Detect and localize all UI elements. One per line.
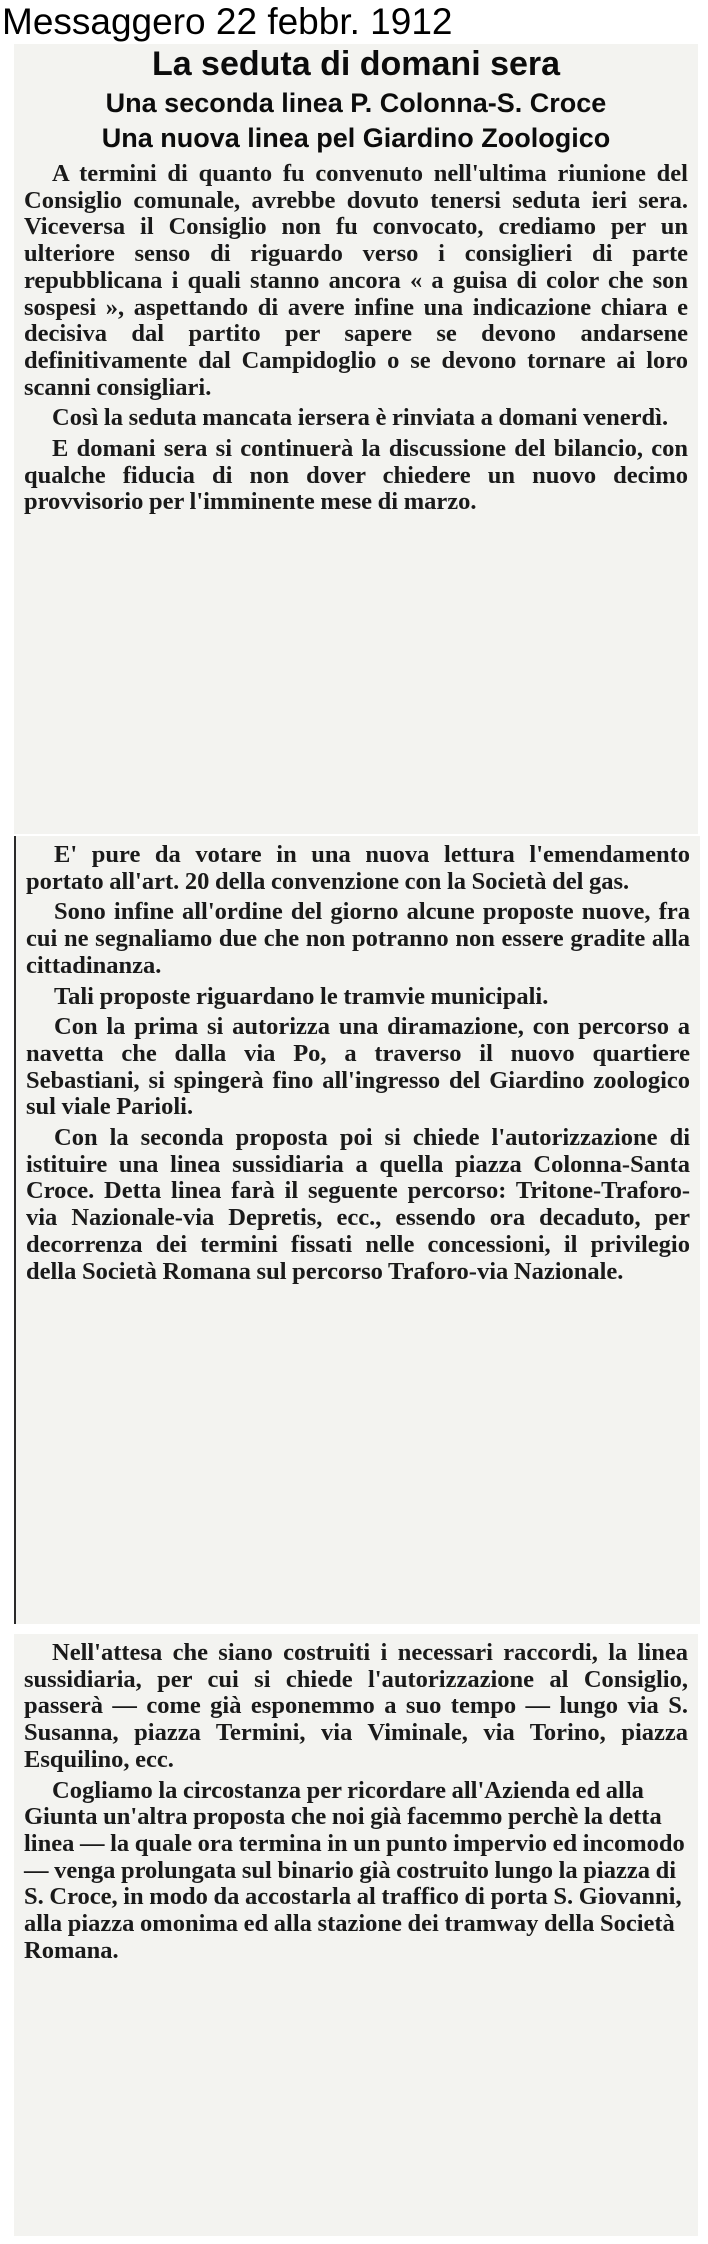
article-paragraph: E domani sera si continuerà la discussione del bilancio, con qualche fiducia di non dover chiedere un nuovo decimo provvisorio per l'imminente mese di marzo. bbox=[24, 435, 688, 516]
source-caption: Messaggero 22 febbr. 1912 bbox=[2, 1, 453, 42]
headline-subtitle-2: Una nuova linea pel Giardino Zoologico bbox=[101, 122, 611, 153]
article-paragraph: Così la seduta mancata iersera è rinviata a domani venerdì. bbox=[52, 404, 669, 432]
article-paragraph: E' pure da votare in una nuova lettura l'emendamento portato all'art. 20 della convenzione con la Società del gas. bbox=[26, 841, 690, 895]
article-paragraph: Cogliamo la circostanza per ricordare all'Azienda ed alla Giunta un'altra proposta che noi già facemmo perchè la detta linea — la quale ora termina in un punto impervio ed incomodo — venga prolungata sul binario già costruito lungo la piazza di S. Croce, in modo da accostarla al traffico di porta S. Giovanni, alla piazza omonima ed alla stazione dei tramway della Società Romana. bbox=[24, 1776, 685, 1964]
headline-subtitle: Una seconda linea P. Colonna-S. Croce bbox=[105, 87, 607, 118]
article-paragraph: A termini di quanto fu convenuto nell'ultima riunione del Consiglio comunale, avrebbe dovuto tenersi seduta ieri sera. Viceversa il Consiglio non fu convocato, crediamo per un ulteriore senso di riguardo verso i consiglieri di parte repubblicana i quali stanno ancora « a guisa di color che son sospesi », aspettando di avere infine una indicazione chiara e decisiva dal partito per sapere se devono andarsene definitivamente dal Campidoglio o se devono tornare ai loro scanni consigliari. bbox=[24, 160, 688, 401]
clipping-segment-2 bbox=[14, 836, 700, 1624]
article-paragraph: Nell'attesa che siano costruiti i necessari raccordi, la linea sussidiaria, per cui si chiede l'autorizzazione al Consiglio, passerà — come già esponemmo a suo tempo — lungo via S. Susanna, piazza Termini, via Viminale, via Torino, piazza Esquilino, ecc. bbox=[24, 1639, 688, 1773]
article-paragraph: Sono infine all'ordine del giorno alcune proposte nuove, fra cui ne segnaliamo due che non potranno non essere gradite alla cittadinanza. bbox=[26, 898, 690, 979]
article-paragraph: Tali proposte riguardano le tramvie municipali. bbox=[54, 982, 549, 1010]
article-paragraph: Con la seconda proposta poi si chiede l'autorizzazione di istituire una linea sussidiaria a quella piazza Colonna-Santa Croce. Detta linea farà il seguente percorso: Tritone-Traforo-via Nazionale-via Depretis, ecc., essendo ora decaduto, per decorrenza dei termini fissati nelle concessioni, il privilegio della Società Romana sul percorso Traforo-via Nazionale. bbox=[26, 1124, 690, 1285]
clipping-segment-1 bbox=[14, 44, 698, 834]
article-paragraph: Con la prima si autorizza una diramazione, con percorso a navetta che dalla via Po, a traverso il nuovo quartiere Sebastiani, si spingerà fino all'ingresso del Giardino zoologico sul viale Parioli. bbox=[26, 1013, 690, 1121]
headline-main: La seduta di domani sera bbox=[151, 45, 561, 83]
clipping-segment-3 bbox=[14, 1634, 698, 2236]
